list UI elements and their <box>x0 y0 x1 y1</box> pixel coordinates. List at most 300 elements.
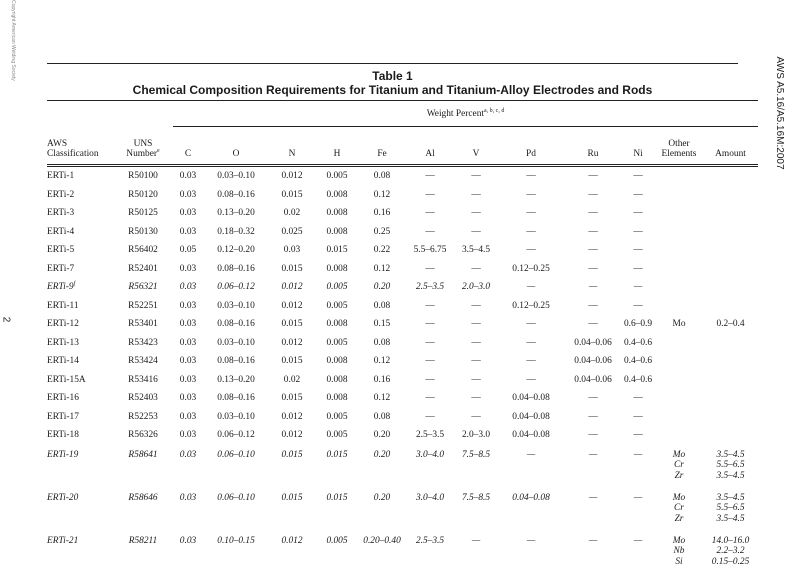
cell-c: 0.03 <box>179 430 197 441</box>
cell-pd: 0.12–0.25 <box>512 300 550 311</box>
cell-n: 0.02 <box>283 374 301 385</box>
col-fe: Fe <box>359 127 405 166</box>
cell-al: 3.0–4.0 <box>415 492 445 503</box>
cell-o: 0.06–0.12 <box>217 282 255 293</box>
cell-cls: ERTi-9$^f$ <box>47 281 76 293</box>
cell-n: 0.03 <box>283 245 301 256</box>
table-row <box>47 241 758 260</box>
cell-pd: — <box>526 189 536 200</box>
cell-c: 0.03 <box>179 535 197 546</box>
cell-h: 0.005 <box>326 411 348 422</box>
cell-fe: 0.12 <box>373 356 391 367</box>
cell-pd: — <box>526 374 536 385</box>
cell-v: — <box>471 263 481 274</box>
cell-cls: ERTi-4 <box>47 226 75 237</box>
cell-other <box>655 445 703 488</box>
cell-fe: 0.12 <box>373 393 391 404</box>
cell-al: — <box>425 393 435 404</box>
cell-n: 0.015 <box>281 393 303 404</box>
cell-amount-line: 0.15–0.25 <box>711 556 750 567</box>
cell-ni: — <box>633 430 643 441</box>
cell-n: 0.012 <box>281 430 303 441</box>
table-row <box>47 186 758 205</box>
cell-v: — <box>471 208 481 219</box>
cell-n: 0.015 <box>281 319 303 330</box>
cell-n: 0.025 <box>281 226 303 237</box>
cell-ru: 0.04–0.06 <box>574 337 612 348</box>
cell-cls: ERTi-3 <box>47 208 75 219</box>
cell-c: 0.03 <box>179 492 197 503</box>
cell-ni: — <box>633 208 643 219</box>
cell-pd: — <box>526 171 536 182</box>
cell-o: 0.13–0.20 <box>217 208 255 219</box>
cell-uns: R56402 <box>128 245 158 256</box>
cell-ru: 0.04–0.06 <box>574 374 612 385</box>
table-row <box>47 315 758 334</box>
cell-ni: 0.4–0.6 <box>623 356 653 367</box>
cell-pd: — <box>526 245 536 256</box>
cell-h: 0.015 <box>326 245 348 256</box>
cell-ni: — <box>633 171 643 182</box>
cell-pd: 0.04–0.08 <box>512 430 550 441</box>
cell-fe: 0.20 <box>373 449 391 460</box>
cell-cls: ERTi-7 <box>47 263 75 274</box>
col-ni: Ni <box>621 127 655 166</box>
cell-ru: — <box>588 393 598 404</box>
cell-c: 0.03 <box>179 393 197 404</box>
cell-n: 0.012 <box>281 171 303 182</box>
cell-fe: 0.20–0.40 <box>363 535 401 546</box>
cell-ni: 0.6–0.9 <box>623 319 653 330</box>
cell-h: 0.005 <box>326 282 348 293</box>
col-n: N <box>269 127 315 166</box>
cell-cls: ERTi-13 <box>47 337 79 348</box>
cell-pd: — <box>526 449 536 460</box>
cell-amount <box>703 352 758 371</box>
table-row <box>47 389 758 408</box>
cell-o: 0.08–0.16 <box>217 263 255 274</box>
cell-ni: — <box>633 393 643 404</box>
cell-ni: — <box>633 226 643 237</box>
col-other-elements: Other Elements <box>655 127 703 166</box>
cell-ni: — <box>633 449 643 460</box>
cell-fe: 0.25 <box>373 226 391 237</box>
cell-other <box>655 488 703 531</box>
cell-o: 0.08–0.16 <box>217 319 255 330</box>
cell-h: 0.015 <box>326 449 348 460</box>
cell-cls: ERTi-11 <box>47 300 79 311</box>
cell-pd: — <box>526 535 536 546</box>
cell-o: 0.10–0.15 <box>217 535 255 546</box>
cell-amount <box>703 426 758 445</box>
cell-ru: — <box>588 189 598 200</box>
cell-uns: R52251 <box>128 300 158 311</box>
cell-o: 0.03–0.10 <box>217 300 255 311</box>
cell-c: 0.03 <box>179 411 197 422</box>
cell-amount <box>703 371 758 390</box>
col-c: C <box>173 127 203 166</box>
cell-o: 0.03–0.10 <box>217 337 255 348</box>
cell-h: 0.008 <box>326 374 348 385</box>
cell-other <box>655 531 703 574</box>
cell-other <box>655 204 703 223</box>
cell-cls: ERTi-12 <box>47 319 79 330</box>
cell-n: 0.015 <box>281 356 303 367</box>
cell-amount-line: 3.5–4.5 <box>716 449 745 460</box>
cell-pd: — <box>526 356 536 367</box>
cell-amount-line: 3.5–4.5 <box>716 492 745 503</box>
cell-ru: — <box>588 411 598 422</box>
composition-table <box>47 100 758 574</box>
cell-h: 0.015 <box>326 492 348 503</box>
table-row <box>47 223 758 242</box>
cell-fe: 0.08 <box>373 337 391 348</box>
cell-ni: — <box>633 263 643 274</box>
cell-pd: — <box>526 226 536 237</box>
cell-uns: R58211 <box>128 535 158 546</box>
cell-al: — <box>425 300 435 311</box>
cell-o: 0.08–0.16 <box>217 393 255 404</box>
weight-percent-footnotes: a, b, c, d <box>484 107 505 114</box>
cell-other <box>655 260 703 279</box>
cell-v: — <box>471 337 481 348</box>
cell-amount-line: 5.5–6.5 <box>716 460 745 470</box>
col-ru: Ru <box>565 127 621 166</box>
cell-pd: — <box>526 282 536 293</box>
cell-pd: 0.04–0.08 <box>512 492 550 503</box>
classification-footnote: f <box>73 281 76 288</box>
cell-pd: — <box>526 319 536 330</box>
cell-other-line: Mo <box>672 492 686 503</box>
cell-al: 2.5–3.5 <box>415 282 445 293</box>
cell-h: 0.008 <box>326 208 348 219</box>
cell-uns: R52401 <box>128 263 158 274</box>
cell-other-line: Si <box>675 556 683 567</box>
composition-table-wrapper <box>47 100 750 574</box>
cell-v: — <box>471 189 481 200</box>
table-row <box>47 426 758 445</box>
cell-c: 0.03 <box>179 337 197 348</box>
cell-other <box>655 371 703 390</box>
cell-uns: R53416 <box>128 374 158 385</box>
cell-cls: ERTi-15A <box>47 374 86 385</box>
table-row <box>47 334 758 353</box>
cell-h: 0.005 <box>326 171 348 182</box>
cell-ru: — <box>588 208 598 219</box>
uns-footnote: e <box>157 148 160 154</box>
cell-o: 0.06–0.10 <box>217 492 255 503</box>
cell-cls: ERTi-21 <box>47 535 79 546</box>
cell-v: — <box>471 319 481 330</box>
cell-other <box>655 408 703 427</box>
cell-uns: R58646 <box>128 492 158 503</box>
cell-v: 7.5–8.5 <box>461 492 491 503</box>
cell-c: 0.03 <box>179 319 197 330</box>
cell-other: Mo <box>672 319 686 330</box>
cell-n: 0.015 <box>281 263 303 274</box>
cell-fe: 0.16 <box>373 208 391 219</box>
cell-ru: — <box>588 263 598 274</box>
cell-v: — <box>471 535 481 546</box>
cell-o: 0.06–0.10 <box>217 449 255 460</box>
cell-amount <box>703 186 758 205</box>
cell-c: 0.03 <box>179 282 197 293</box>
cell-al: — <box>425 226 435 237</box>
cell-n: 0.02 <box>283 208 301 219</box>
cell-amount <box>703 531 758 574</box>
col-o: O <box>203 127 269 166</box>
cell-al: — <box>425 374 435 385</box>
table-row <box>47 260 758 279</box>
cell-c: 0.03 <box>179 374 197 385</box>
cell-uns: R52253 <box>128 411 158 422</box>
cell-amount-line: 5.5–6.5 <box>716 503 745 513</box>
table-row <box>47 278 758 297</box>
cell-ru: — <box>588 535 598 546</box>
cell-fe: 0.15 <box>373 319 391 330</box>
cell-fe: 0.08 <box>373 411 391 422</box>
cell-v: — <box>471 171 481 182</box>
cell-other <box>655 241 703 260</box>
cell-n: 0.012 <box>281 535 303 546</box>
cell-amount-line: 3.5–4.5 <box>716 470 745 481</box>
cell-amount <box>703 223 758 242</box>
cell-uns: R53423 <box>128 337 158 348</box>
cell-other <box>655 278 703 297</box>
cell-fe: 0.20 <box>373 492 391 503</box>
cell-o: 0.08–0.16 <box>217 356 255 367</box>
col-pd: Pd <box>497 127 565 166</box>
cell-v: — <box>471 374 481 385</box>
cell-ru: — <box>588 300 598 311</box>
cell-other <box>655 352 703 371</box>
cell-amount-line: 3.5–4.5 <box>716 513 745 524</box>
cell-amount <box>703 445 758 488</box>
cell-amount <box>703 297 758 316</box>
cell-amount-line: 14.0–16.0 <box>711 535 750 546</box>
cell-ni: 0.4–0.6 <box>623 337 653 348</box>
col-uns-number: UNS Number$^e$ <box>113 127 173 166</box>
cell-uns: R50100 <box>128 171 158 182</box>
cell-h: 0.005 <box>326 535 348 546</box>
cell-o: 0.03–0.10 <box>217 411 255 422</box>
col-al: Al <box>405 127 455 166</box>
cell-c: 0.03 <box>179 171 197 182</box>
cell-al: 2.5–3.5 <box>415 535 445 546</box>
table-row <box>47 204 758 223</box>
table-row <box>47 408 758 427</box>
cell-ru: — <box>588 282 598 293</box>
cell-c: 0.03 <box>179 300 197 311</box>
cell-fe: 0.20 <box>373 430 391 441</box>
cell-cls: ERTi-20 <box>47 492 79 503</box>
cell-amount <box>703 334 758 353</box>
cell-h: 0.008 <box>326 226 348 237</box>
cell-al: — <box>425 171 435 182</box>
cell-c: 0.03 <box>179 263 197 274</box>
cell-h: 0.008 <box>326 189 348 200</box>
cell-ni: 0.4–0.6 <box>623 374 653 385</box>
cell-cls: ERTi-14 <box>47 356 79 367</box>
cell-al: — <box>425 319 435 330</box>
cell-o: 0.12–0.20 <box>217 245 255 256</box>
cell-al: — <box>425 337 435 348</box>
cell-uns: R56326 <box>128 430 158 441</box>
cell-uns: R53424 <box>128 356 158 367</box>
cell-al: — <box>425 208 435 219</box>
cell-c: 0.03 <box>179 208 197 219</box>
cell-cls: ERTi-2 <box>47 189 75 200</box>
cell-ni: — <box>633 189 643 200</box>
cell-pd: — <box>526 208 536 219</box>
top-rule <box>47 63 738 64</box>
table-header <box>47 101 758 166</box>
cell-other-line: Cr <box>674 460 684 470</box>
col-amount: Amount <box>703 127 758 166</box>
cell-v: — <box>471 356 481 367</box>
copyright-side-note: Copyright American Welding Society <box>10 0 16 81</box>
cell-ni: — <box>633 492 643 503</box>
cell-pd: — <box>526 337 536 348</box>
cell-cls: ERTi-5 <box>47 245 75 256</box>
cell-amount <box>703 408 758 427</box>
cell-amount <box>703 241 758 260</box>
cell-n: 0.012 <box>281 337 303 348</box>
cell-fe: 0.08 <box>373 300 391 311</box>
standard-id-label: AWS A5.16/A5.16M:2007 <box>774 56 785 170</box>
cell-h: 0.008 <box>326 319 348 330</box>
cell-ru: — <box>588 226 598 237</box>
cell-v: 3.5–4.5 <box>461 245 491 256</box>
cell-amount: 0.2–0.4 <box>716 319 745 330</box>
cell-al: — <box>425 411 435 422</box>
cell-other <box>655 334 703 353</box>
cell-h: 0.008 <box>326 263 348 274</box>
cell-n: 0.015 <box>281 492 303 503</box>
cell-o: 0.08–0.16 <box>217 189 255 200</box>
col-aws-classification: AWS Classification <box>47 127 113 166</box>
cell-ru: — <box>588 319 598 330</box>
cell-amount <box>703 488 758 531</box>
cell-uns: R53401 <box>128 319 158 330</box>
table-row <box>47 166 758 186</box>
cell-amount-line: 2.2–3.2 <box>716 546 745 556</box>
col-v: V <box>455 127 497 166</box>
cell-o: 0.18–0.32 <box>217 226 255 237</box>
cell-pd: 0.12–0.25 <box>512 263 550 274</box>
table-title <box>47 69 738 97</box>
cell-other <box>655 223 703 242</box>
cell-uns: R56321 <box>128 282 158 293</box>
table-row <box>47 531 758 574</box>
table-caption: Chemical Composition Requirements for Titanium and Titanium-Alloy Electrodes and Rods <box>132 83 653 97</box>
cell-other <box>655 426 703 445</box>
cell-uns: R50125 <box>128 208 158 219</box>
weight-percent-header: Weight Percent$^{a, b, c, d}$ <box>173 101 758 127</box>
cell-v: — <box>471 411 481 422</box>
cell-pd: 0.04–0.08 <box>512 393 550 404</box>
cell-fe: 0.22 <box>373 245 391 256</box>
cell-other-line: Cr <box>674 503 684 513</box>
cell-other <box>655 186 703 205</box>
cell-cls: ERTi-1 <box>47 171 75 182</box>
cell-other <box>655 297 703 316</box>
cell-c: 0.03 <box>179 189 197 200</box>
cell-n: 0.012 <box>281 282 303 293</box>
cell-ru: 0.04–0.06 <box>574 356 612 367</box>
cell-n: 0.015 <box>281 189 303 200</box>
cell-o: 0.03–0.10 <box>217 171 255 182</box>
cell-other-line: Zr <box>674 513 684 524</box>
cell-h: 0.008 <box>326 393 348 404</box>
cell-al: 5.5–6.75 <box>413 245 447 256</box>
cell-al: — <box>425 356 435 367</box>
cell-other <box>655 389 703 408</box>
cell-fe: 0.08 <box>373 171 391 182</box>
cell-ru: — <box>588 449 598 460</box>
cell-amount <box>703 278 758 297</box>
cell-uns: R50130 <box>128 226 158 237</box>
cell-uns: R58641 <box>128 449 158 460</box>
table-row <box>47 352 758 371</box>
cell-fe: 0.12 <box>373 189 391 200</box>
cell-cls: ERTi-16 <box>47 393 79 404</box>
cell-al: 2.5–3.5 <box>415 430 445 441</box>
cell-ni: — <box>633 300 643 311</box>
cell-n: 0.015 <box>281 449 303 460</box>
cell-amount <box>703 260 758 279</box>
table-row <box>47 445 758 488</box>
table-row <box>47 297 758 316</box>
cell-ru: — <box>588 171 598 182</box>
page-number: 2 <box>0 316 12 323</box>
cell-ni: — <box>633 245 643 256</box>
cell-fe: 0.20 <box>373 282 391 293</box>
cell-other-line: Zr <box>674 470 684 481</box>
cell-v: — <box>471 300 481 311</box>
cell-c: 0.05 <box>179 245 197 256</box>
cell-cls: ERTi-18 <box>47 430 79 441</box>
cell-fe: 0.12 <box>373 263 391 274</box>
cell-other <box>655 166 703 186</box>
cell-n: 0.012 <box>281 300 303 311</box>
cell-pd: 0.04–0.08 <box>512 411 550 422</box>
cell-uns: R50120 <box>128 189 158 200</box>
table-row <box>47 371 758 390</box>
cell-cls: ERTi-17 <box>47 411 79 422</box>
cell-o: 0.06–0.12 <box>217 430 255 441</box>
cell-ru: — <box>588 245 598 256</box>
cell-amount <box>703 166 758 186</box>
cell-h: 0.005 <box>326 337 348 348</box>
table-body <box>47 166 758 574</box>
cell-c: 0.03 <box>179 226 197 237</box>
cell-other-line: Mo <box>672 535 686 546</box>
cell-o: 0.13–0.20 <box>217 374 255 385</box>
cell-ni: — <box>633 411 643 422</box>
cell-al: — <box>425 189 435 200</box>
cell-c: 0.03 <box>179 449 197 460</box>
cell-amount <box>703 389 758 408</box>
cell-v: 2.0–3.0 <box>461 282 491 293</box>
cell-v: 7.5–8.5 <box>461 449 491 460</box>
cell-ru: — <box>588 492 598 503</box>
cell-v: — <box>471 226 481 237</box>
table-row <box>47 488 758 531</box>
col-h: H <box>315 127 359 166</box>
cell-h: 0.005 <box>326 300 348 311</box>
cell-al: 3.0–4.0 <box>415 449 445 460</box>
